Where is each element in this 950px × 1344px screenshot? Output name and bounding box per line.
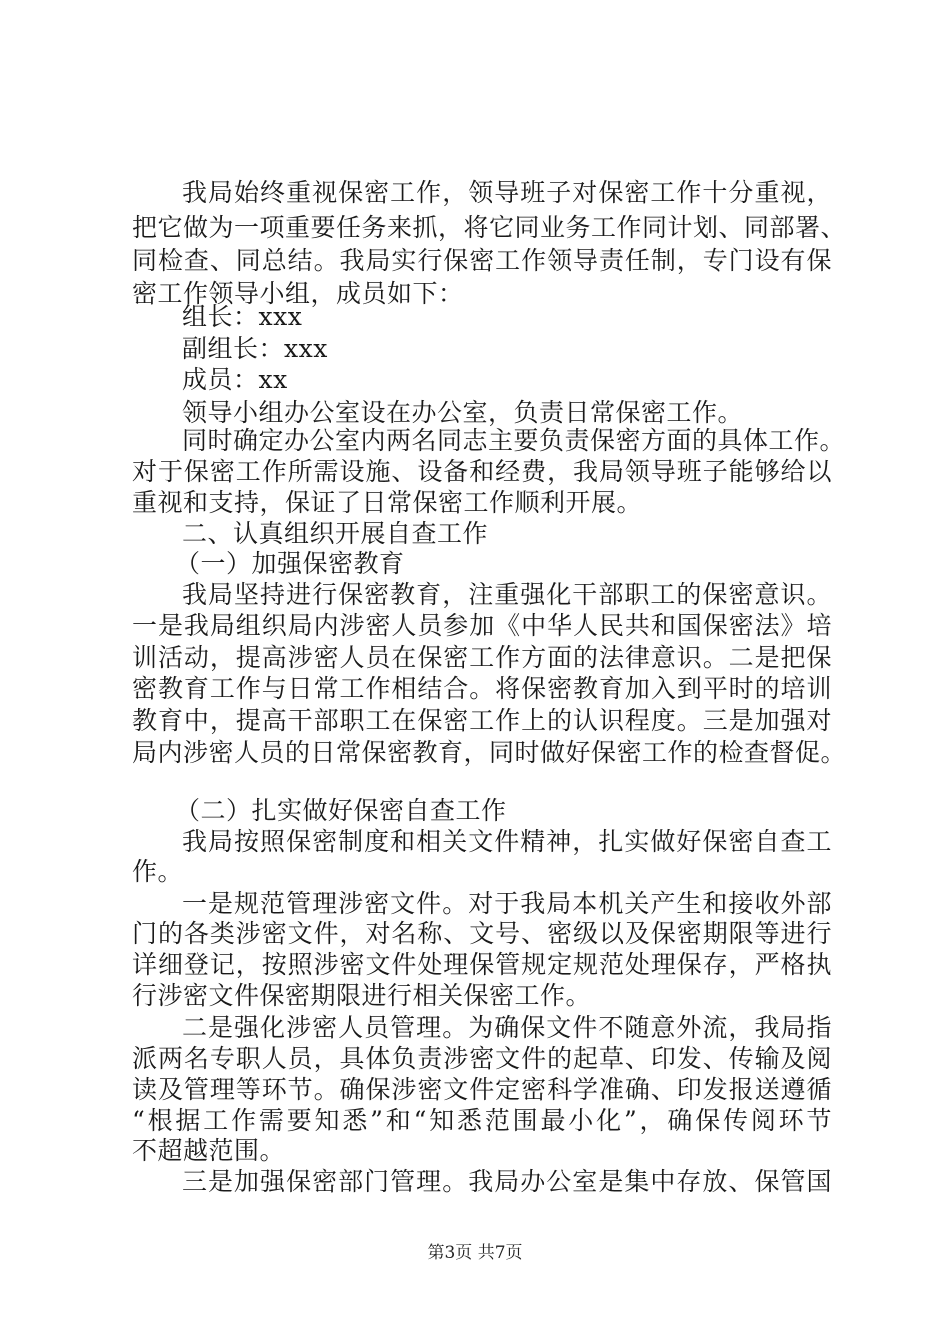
paragraph-line: 重视和支持，保证了日常保密工作顺利开展。	[132, 488, 643, 517]
page-number-footer: 第3页 共7页	[427, 1243, 523, 1263]
paragraph-line: 我局始终重视保密工作，领导班子对保密工作十分重视，	[182, 178, 832, 207]
paragraph-line: 二是强化涉密人员管理。为确保文件不随意外流，我局指	[182, 1013, 832, 1042]
paragraph-line: 对于保密工作所需设施、设备和经费，我局领导班子能够给以	[132, 457, 832, 486]
paragraph-line: 同时确定办公室内两名同志主要负责保密方面的具体工作。	[182, 426, 846, 455]
paragraph-line: 不超越范围。	[132, 1136, 286, 1165]
paragraph-line: 行涉密文件保密期限进行相关保密工作。	[132, 981, 592, 1010]
paragraph-line: 作。	[132, 857, 184, 886]
paragraph-line: 密教育工作与日常工作相结合。将保密教育加入到平时的培训	[132, 674, 832, 703]
paragraph-line: 门的各类涉密文件，对名称、文号、密级以及保密期限等进行	[132, 919, 832, 948]
paragraph-line: 读及管理等环节。确保涉密文件定密科学准确、印发报送遵循	[132, 1075, 832, 1104]
paragraph-line: 详细登记，按照涉密文件处理保管规定规范处理保存，严格执	[132, 950, 832, 979]
member-line-leader: 组长：xxx	[182, 302, 303, 331]
paragraph-line: 把它做为一项重要任务来抓，将它同业务工作同计划、同部署、	[132, 213, 847, 242]
paragraph-line: 一是我局组织局内涉密人员参加《中华人民共和国保密法》培	[132, 611, 832, 640]
member-line-deputy: 副组长：xxx	[182, 334, 328, 363]
paragraph-line: 我局按照保密制度和相关文件精神，扎实做好保密自查工	[182, 827, 832, 856]
paragraph-line: “根据工作需要知悉”和“知悉范围最小化”，确保传阅环节	[132, 1106, 832, 1135]
paragraph-line: 训活动，提高涉密人员在保密工作方面的法律意识。二是把保	[132, 643, 832, 672]
paragraph-line: 密工作领导小组，成员如下：	[132, 279, 464, 308]
paragraph-line: 一是规范管理涉密文件。对于我局本机关产生和接收外部	[182, 889, 832, 918]
paragraph-line: 同检查、同总结。我局实行保密工作领导责任制，专门设有保	[132, 246, 832, 275]
paragraph-line: 领导小组办公室设在办公室，负责日常保密工作。	[182, 398, 744, 427]
paragraph-line: 派两名专职人员，具体负责涉密文件的起草、印发、传输及阅	[132, 1044, 832, 1073]
section-heading: 二、认真组织开展自查工作	[182, 519, 489, 548]
paragraph-line: 局内涉密人员的日常保密教育，同时做好保密工作的检查督促。	[132, 738, 847, 767]
subsection-heading: （一）加强保密教育	[175, 549, 405, 578]
subsection-heading: （二）扎实做好保密自查工作	[175, 796, 507, 825]
paragraph-line: 我局坚持进行保密教育，注重强化干部职工的保密意识。	[182, 580, 832, 609]
member-line-members: 成员：xx	[182, 365, 288, 394]
paragraph-line: 三是加强保密部门管理。我局办公室是集中存放、保管国	[182, 1167, 832, 1196]
paragraph-line: 教育中，提高干部职工在保密工作上的认识程度。三是加强对	[132, 706, 832, 735]
